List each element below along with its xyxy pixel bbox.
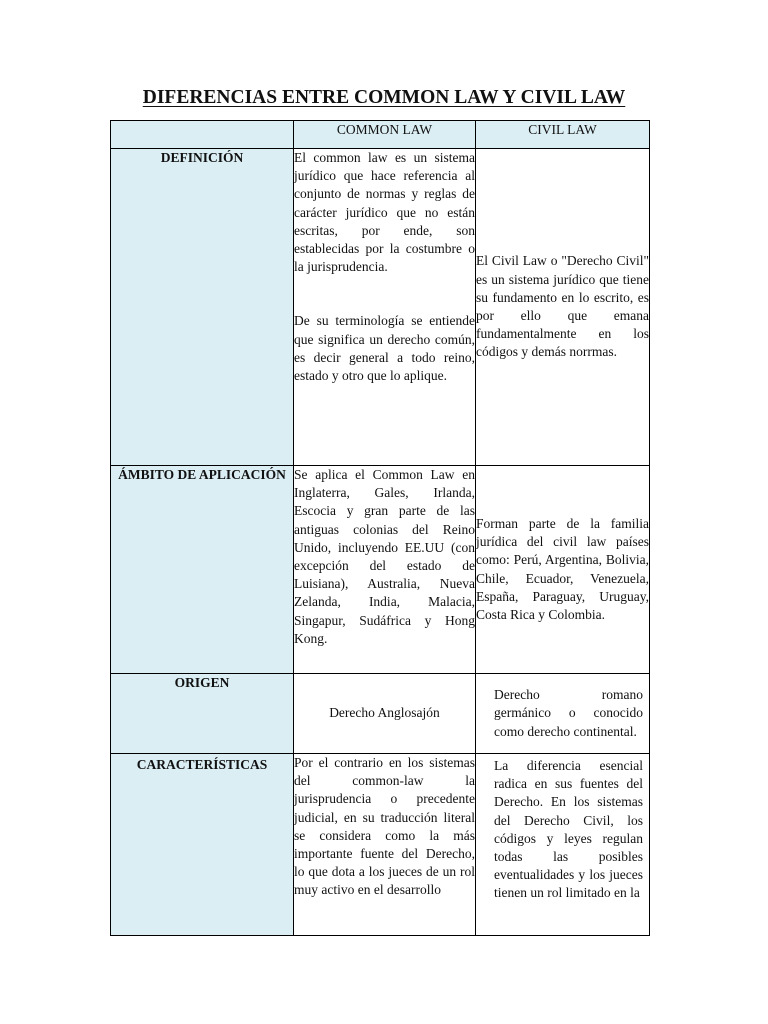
definicion-common-law-cell: [294, 149, 476, 466]
origen-civil-law-cell: Derecho romano germánico o conocido como derecho continental.: [476, 674, 650, 754]
row-caracteristicas: [111, 754, 650, 936]
header-civil-law: CIVIL LAW: [476, 121, 650, 149]
row-definicion: [111, 149, 650, 466]
row-ambito: [111, 466, 650, 674]
ambito-civil-law-cell: Forman parte de la familia jurídica del civil law países como: Perú, Argentina, Bolivia, Chile, Ecuador, Venezuela, España, Paraguay, Uruguay, Costa Rica y Colombia.: [476, 466, 650, 674]
row-label-definicion: DEFINICIÓN: [111, 149, 294, 466]
header-common-law: COMMON LAW: [294, 121, 476, 149]
header-empty-cell: [111, 121, 294, 149]
caracteristicas-civil-law-text: La diferencia esencial radica en sus fuentes del Derecho. En los sistemas del Derecho Civil, los códigos y leyes regulan todas las posibles eventualidades y los jueces tienen un rol limitado en la: [494, 758, 643, 901]
row-label-origen: ORIGEN: [111, 674, 294, 754]
definicion-civil-law-cell: El Civil Law o "Derecho Civil" es un sistema jurídico que tiene su fundamento en lo escrito, es por ello que emana fundamentalmente en los códigos y demás norrmas.: [476, 149, 650, 466]
row-label-caracteristicas: CARACTERÍSTICAS: [111, 754, 294, 936]
row-origen: [111, 674, 650, 754]
document-title: DIFERENCIAS ENTRE COMMON LAW Y CIVIL LAW: [142, 87, 626, 108]
ambito-common-law-cell: Se aplica el Common Law en Inglaterra, Gales, Irlanda, Escocia y gran parte de las antiguas colonias del Reino Unido, incluyendo EE.UU (con excepción del estado de Luisiana), Australia, Nueva Zelanda, India, Malacia, Singapur, Sudáfrica y Hong Kong.: [294, 466, 476, 674]
caracteristicas-civil-law-cell: [476, 754, 650, 936]
origen-common-law-cell: Derecho Anglosajón: [294, 674, 476, 754]
definicion-common-law-paragraph-2: De su terminología se entiende que significa un derecho común, es decir general a todo reino, estado y otro que lo aplique.: [294, 313, 475, 384]
caracteristicas-common-law-text: Por el contrario en los sistemas del common-law la jurisprudencia o precedente judicial, en su traducción literal se considera como la más importante fuente del Derecho, lo que dota a los jueces de un rol muy activo en el desarrollo: [294, 755, 475, 898]
row-label-ambito: ÁMBITO DE APLICACIÓN: [111, 466, 294, 674]
paragraph-spacer: [294, 276, 475, 312]
definicion-common-law-paragraph-1: El common law es un sistema jurídico que hace referencia al conjunto de normas y reglas de carácter jurídico que no están escritas, por ende, son establecidas por la costumbre o la jurisprudencia.: [294, 150, 475, 275]
table-header-row: [111, 121, 650, 149]
caracteristicas-common-law-cell: [294, 754, 476, 936]
comparison-table: [110, 120, 650, 936]
